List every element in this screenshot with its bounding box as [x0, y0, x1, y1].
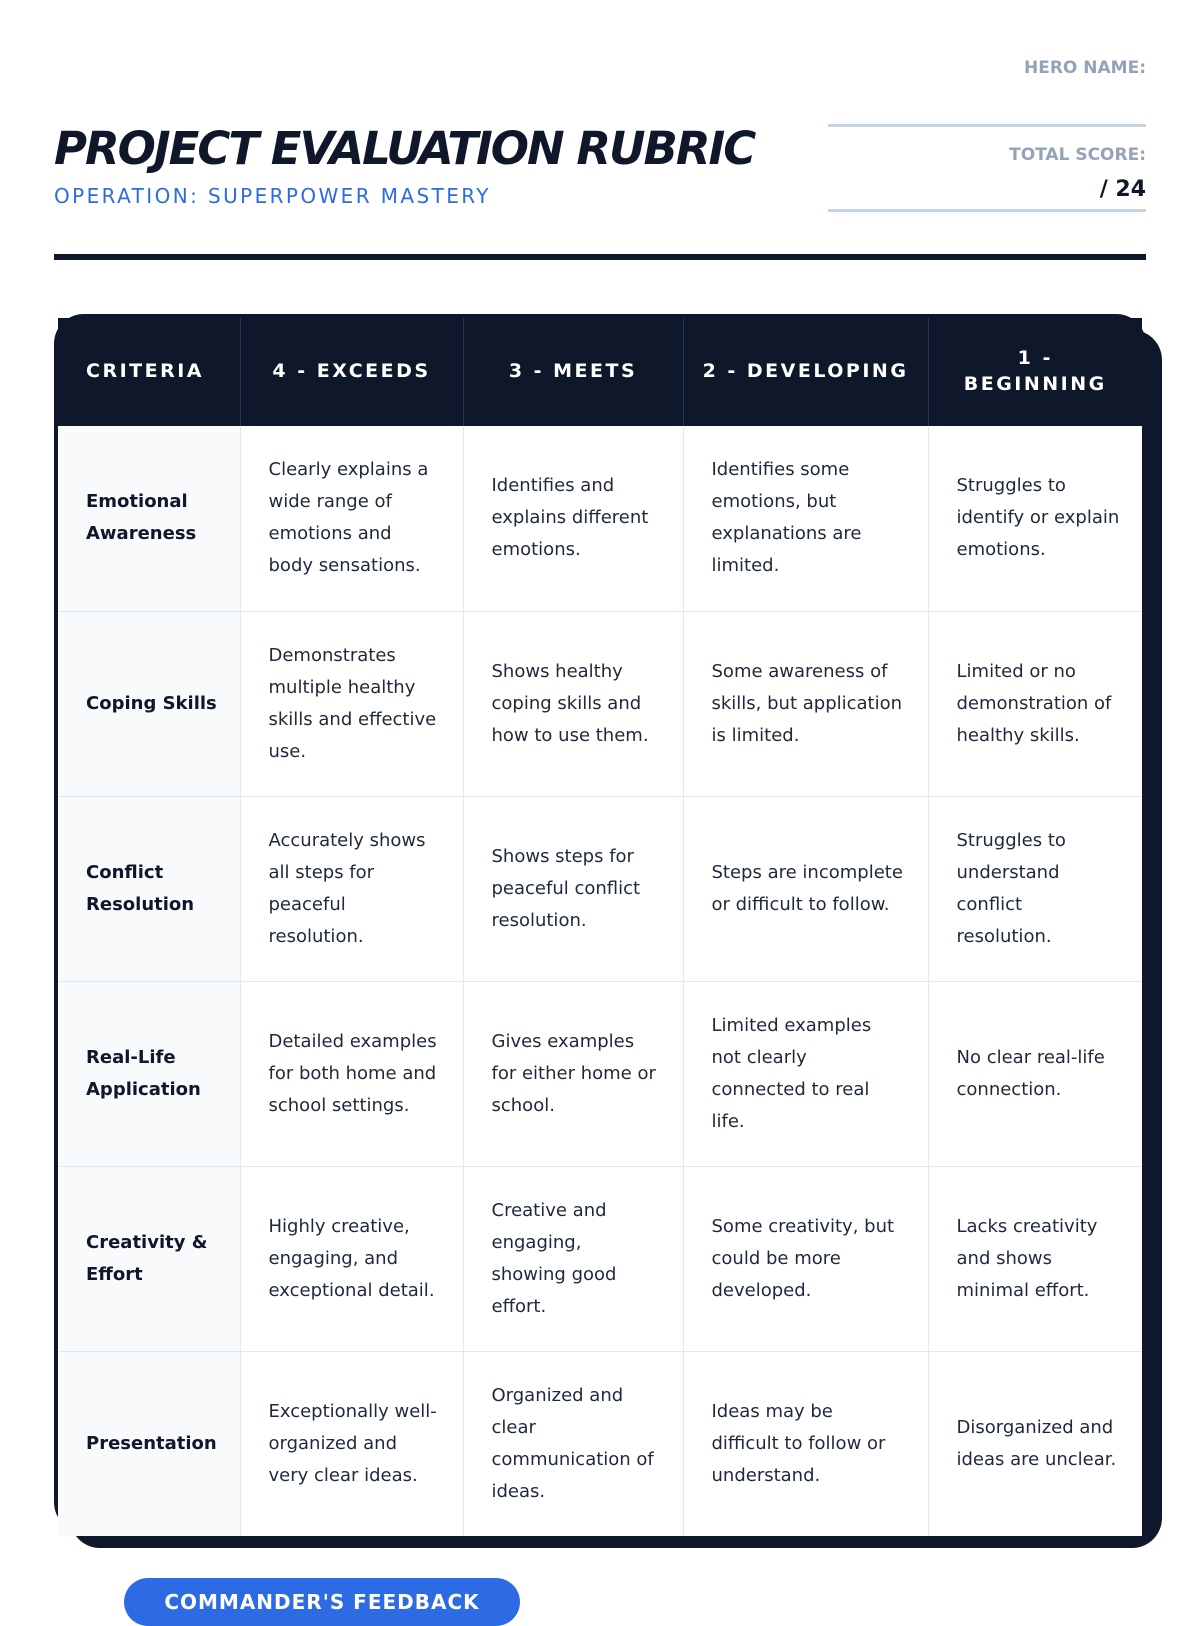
criteria-cell: Coping Skills [58, 611, 240, 796]
table-row [58, 981, 1142, 1166]
exceeds-cell: Detailed examples for both home and school settings. [240, 981, 463, 1166]
criteria-cell: Creativity & Effort [58, 1166, 240, 1351]
total-score-label: TOTAL SCORE: [1009, 145, 1146, 165]
criteria-cell: Conflict Resolution [58, 796, 240, 981]
meets-cell: Organized and clear communication of ideas. [463, 1351, 683, 1536]
table-row [58, 1166, 1142, 1351]
beginning-cell: Limited or no demonstration of healthy skills. [928, 611, 1142, 796]
column-header-developing: 2 - DEVELOPING [683, 318, 928, 426]
table-row [58, 611, 1142, 796]
developing-cell: Limited examples not clearly connected to real life. [683, 981, 928, 1166]
column-header-beginning: 1 - BEGINNING [928, 318, 1142, 426]
page-subtitle: OPERATION: SUPERPOWER MASTERY [54, 184, 491, 208]
table-row [58, 1351, 1142, 1536]
developing-cell: Identifies some emotions, but explanations are limited. [683, 426, 928, 611]
beginning-cell: Struggles to identify or explain emotions. [928, 426, 1142, 611]
page-title: PROJECT EVALUATION RUBRIC [54, 122, 755, 175]
meets-cell: Shows steps for peaceful conflict resolution. [463, 796, 683, 981]
developing-cell: Some awareness of skills, but application is limited. [683, 611, 928, 796]
exceeds-cell: Highly creative, engaging, and exceptional detail. [240, 1166, 463, 1351]
column-header-exceeds: 4 - EXCEEDS [240, 318, 463, 426]
beginning-cell: No clear real-life connection. [928, 981, 1142, 1166]
column-header-criteria: CRITERIA [58, 318, 240, 426]
developing-cell: Ideas may be difficult to follow or understand. [683, 1351, 928, 1536]
total-score-value: / 24 [1099, 177, 1146, 202]
page-header [54, 0, 1146, 262]
column-header-meets: 3 - MEETS [463, 318, 683, 426]
exceeds-cell: Clearly explains a wide range of emotions and body sensations. [240, 426, 463, 611]
meets-cell: Shows healthy coping skills and how to use them. [463, 611, 683, 796]
total-score-box [828, 124, 1146, 212]
exceeds-cell: Accurately shows all steps for peaceful resolution. [240, 796, 463, 981]
header-divider [54, 254, 1146, 260]
table-row [58, 426, 1142, 611]
rubric-header-row [58, 318, 1142, 426]
criteria-cell: Presentation [58, 1351, 240, 1536]
criteria-cell: Emotional Awareness [58, 426, 240, 611]
table-row [58, 796, 1142, 981]
hero-name-label: HERO NAME: [1023, 58, 1146, 78]
meets-cell: Creative and engaging, showing good effort. [463, 1166, 683, 1351]
commanders-feedback-label: COMMANDER'S FEEDBACK [124, 1578, 520, 1626]
exceeds-cell: Demonstrates multiple healthy skills and effective use. [240, 611, 463, 796]
rubric-table [54, 314, 1146, 1532]
beginning-cell: Struggles to understand conflict resolution. [928, 796, 1142, 981]
developing-cell: Steps are incomplete or difficult to follow. [683, 796, 928, 981]
beginning-cell: Lacks creativity and shows minimal effort. [928, 1166, 1142, 1351]
developing-cell: Some creativity, but could be more developed. [683, 1166, 928, 1351]
meets-cell: Gives examples for either home or school. [463, 981, 683, 1166]
meets-cell: Identifies and explains different emotions. [463, 426, 683, 611]
exceeds-cell: Exceptionally well-organized and very clear ideas. [240, 1351, 463, 1536]
criteria-cell: Real-Life Application [58, 981, 240, 1166]
beginning-cell: Disorganized and ideas are unclear. [928, 1351, 1142, 1536]
